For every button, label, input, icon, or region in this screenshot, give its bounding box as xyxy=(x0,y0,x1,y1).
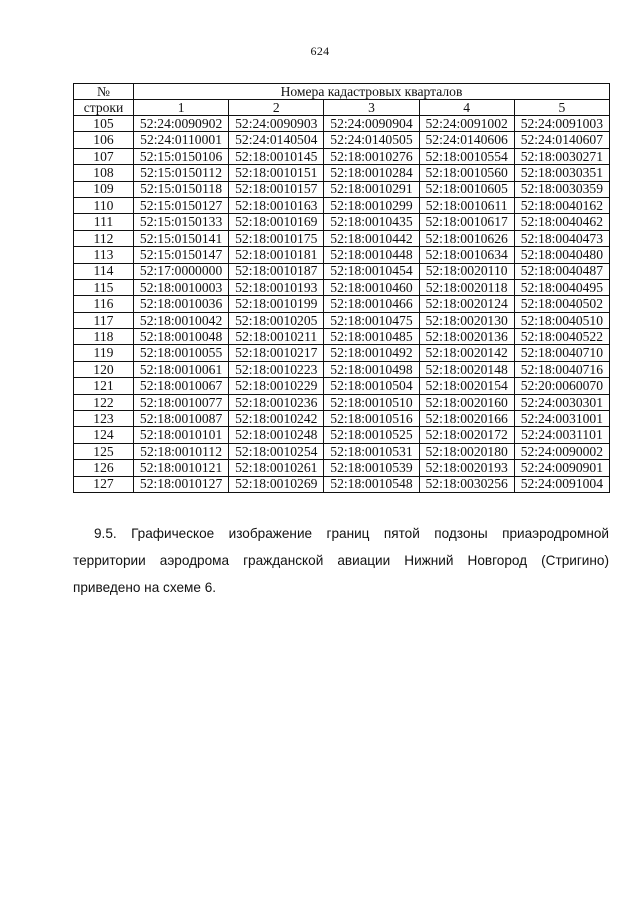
cadastral-number-cell: 52:18:0010626 xyxy=(419,230,514,246)
table-row xyxy=(74,197,610,213)
cadastral-number-cell: 52:24:0140606 xyxy=(419,132,514,148)
row-number-cell: 109 xyxy=(74,181,134,197)
cadastral-number-cell: 52:18:0010539 xyxy=(324,460,419,476)
cadastral-number-cell: 52:18:0010169 xyxy=(229,214,324,230)
row-number-cell: 106 xyxy=(74,132,134,148)
cadastral-number-cell: 52:18:0010223 xyxy=(229,361,324,377)
cadastral-number-cell: 52:18:0010187 xyxy=(229,263,324,279)
row-number-cell: 119 xyxy=(74,345,134,361)
cadastral-number-cell: 52:24:0091003 xyxy=(514,116,609,132)
cadastral-number-cell: 52:18:0010077 xyxy=(134,394,229,410)
cadastral-number-cell: 52:18:0010454 xyxy=(324,263,419,279)
cadastral-number-cell: 52:18:0010127 xyxy=(134,476,229,492)
table-body xyxy=(74,116,610,493)
cadastral-number-cell: 52:18:0010181 xyxy=(229,247,324,263)
cadastral-number-cell: 52:18:0010485 xyxy=(324,329,419,345)
cadastral-number-cell: 52:18:0020136 xyxy=(419,329,514,345)
cadastral-number-cell: 52:18:0040480 xyxy=(514,247,609,263)
cadastral-number-cell: 52:18:0030351 xyxy=(514,165,609,181)
row-number-cell: 112 xyxy=(74,230,134,246)
table-row xyxy=(74,411,610,427)
cadastral-number-cell: 52:24:0140504 xyxy=(229,132,324,148)
cadastral-number-cell: 52:18:0010145 xyxy=(229,148,324,164)
cadastral-number-cell: 52:18:0040473 xyxy=(514,230,609,246)
cadastral-number-cell: 52:18:0010442 xyxy=(324,230,419,246)
table-row xyxy=(74,312,610,328)
table-row xyxy=(74,181,610,197)
cadastral-number-cell: 52:15:0150133 xyxy=(134,214,229,230)
cadastral-number-cell: 52:18:0010067 xyxy=(134,378,229,394)
cadastral-number-cell: 52:15:0150147 xyxy=(134,247,229,263)
cadastral-number-cell: 52:18:0010036 xyxy=(134,296,229,312)
row-number-cell: 117 xyxy=(74,312,134,328)
cadastral-number-cell: 52:18:0010254 xyxy=(229,443,324,459)
row-number-cell: 121 xyxy=(74,378,134,394)
cadastral-number-cell: 52:18:0020172 xyxy=(419,427,514,443)
column-header: 1 xyxy=(134,100,229,116)
cadastral-number-cell: 52:15:0150112 xyxy=(134,165,229,181)
cadastral-number-cell: 52:18:0010087 xyxy=(134,411,229,427)
cadastral-number-cell: 52:24:0091004 xyxy=(514,476,609,492)
table-row xyxy=(74,345,610,361)
cadastral-number-cell: 52:18:0010061 xyxy=(134,361,229,377)
cadastral-number-cell: 52:15:0150118 xyxy=(134,181,229,197)
cadastral-number-cell: 52:18:0010634 xyxy=(419,247,514,263)
table-row xyxy=(74,394,610,410)
cadastral-number-cell: 52:18:0010003 xyxy=(134,279,229,295)
cadastral-number-cell: 52:18:0010048 xyxy=(134,329,229,345)
table-row xyxy=(74,247,610,263)
cadastral-number-cell: 52:18:0040162 xyxy=(514,197,609,213)
row-number-cell: 108 xyxy=(74,165,134,181)
table-row xyxy=(74,443,610,459)
table-row xyxy=(74,427,610,443)
cadastral-number-cell: 52:24:0110001 xyxy=(134,132,229,148)
cadastral-number-cell: 52:18:0010560 xyxy=(419,165,514,181)
cadastral-number-cell: 52:24:0090901 xyxy=(514,460,609,476)
cadastral-number-cell: 52:18:0010531 xyxy=(324,443,419,459)
cadastral-number-cell: 52:18:0010516 xyxy=(324,411,419,427)
cadastral-number-cell: 52:18:0030256 xyxy=(419,476,514,492)
cadastral-number-cell: 52:18:0010236 xyxy=(229,394,324,410)
cadastral-number-cell: 52:18:0010175 xyxy=(229,230,324,246)
table-row xyxy=(74,263,610,279)
cadastral-number-cell: 52:18:0020193 xyxy=(419,460,514,476)
cadastral-number-cell: 52:24:0140505 xyxy=(324,132,419,148)
table-row xyxy=(74,148,610,164)
cadastral-number-cell: 52:18:0010055 xyxy=(134,345,229,361)
cadastral-number-cell: 52:18:0020142 xyxy=(419,345,514,361)
cadastral-number-cell: 52:18:0010299 xyxy=(324,197,419,213)
cadastral-number-cell: 52:18:0040710 xyxy=(514,345,609,361)
cadastral-number-cell: 52:18:0010504 xyxy=(324,378,419,394)
row-number-cell: 114 xyxy=(74,263,134,279)
cadastral-number-cell: 52:24:0031101 xyxy=(514,427,609,443)
paragraph-line: территории аэродрома гражданской авиации Нижний Новгород (Стригино) xyxy=(73,553,609,568)
cadastral-number-cell: 52:18:0010498 xyxy=(324,361,419,377)
table-row xyxy=(74,132,610,148)
cadastral-number-cell: 52:18:0020124 xyxy=(419,296,514,312)
cadastral-number-cell: 52:15:0150127 xyxy=(134,197,229,213)
cadastral-number-cell: 52:18:0010291 xyxy=(324,181,419,197)
cadastral-number-cell: 52:18:0010121 xyxy=(134,460,229,476)
row-number-cell: 110 xyxy=(74,197,134,213)
cadastral-number-cell: 52:24:0091002 xyxy=(419,116,514,132)
column-header: 4 xyxy=(419,100,514,116)
page-number: 624 xyxy=(310,44,330,58)
row-number-cell: 127 xyxy=(74,476,134,492)
cadastral-number-cell: 52:18:0010101 xyxy=(134,427,229,443)
cadastral-quarters-table xyxy=(73,83,610,493)
cadastral-number-cell: 52:18:0030271 xyxy=(514,148,609,164)
cadastral-number-cell: 52:18:0010229 xyxy=(229,378,324,394)
cadastral-number-cell: 52:24:0090904 xyxy=(324,116,419,132)
row-number-cell: 118 xyxy=(74,329,134,345)
cadastral-number-cell: 52:18:0020118 xyxy=(419,279,514,295)
cadastral-number-cell: 52:18:0010163 xyxy=(229,197,324,213)
row-number-cell: 115 xyxy=(74,279,134,295)
cadastral-number-cell: 52:24:0090903 xyxy=(229,116,324,132)
row-number-cell: 120 xyxy=(74,361,134,377)
cadastral-number-cell: 52:18:0020110 xyxy=(419,263,514,279)
row-number-cell: 107 xyxy=(74,148,134,164)
table-header xyxy=(74,84,610,116)
row-number-cell: 125 xyxy=(74,443,134,459)
cadastral-number-cell: 52:18:0010211 xyxy=(229,329,324,345)
cadastral-number-cell: 52:24:0030301 xyxy=(514,394,609,410)
cadastral-number-cell: 52:18:0010554 xyxy=(419,148,514,164)
group-header: Номера кадастровых кварталов xyxy=(134,84,610,100)
row-number-cell: 123 xyxy=(74,411,134,427)
paragraph-line: приведено на схеме 6. xyxy=(73,580,217,595)
row-number-cell: 122 xyxy=(74,394,134,410)
table-row xyxy=(74,329,610,345)
cadastral-number-cell: 52:24:0031001 xyxy=(514,411,609,427)
cadastral-number-cell: 52:18:0020180 xyxy=(419,443,514,459)
cadastral-number-cell: 52:18:0010475 xyxy=(324,312,419,328)
table-row xyxy=(74,378,610,394)
cadastral-number-cell: 52:18:0010617 xyxy=(419,214,514,230)
cadastral-number-cell: 52:18:0010193 xyxy=(229,279,324,295)
paragraph-line: 9.5. Графическое изображение границ пятой подзоны приаэродромной xyxy=(94,526,609,541)
table-row xyxy=(74,296,610,312)
cadastral-number-cell: 52:18:0010042 xyxy=(134,312,229,328)
cadastral-number-cell: 52:18:0010269 xyxy=(229,476,324,492)
cadastral-number-cell: 52:18:0020160 xyxy=(419,394,514,410)
cadastral-number-cell: 52:24:0090002 xyxy=(514,443,609,459)
cadastral-number-cell: 52:18:0010548 xyxy=(324,476,419,492)
cadastral-number-cell: 52:18:0010460 xyxy=(324,279,419,295)
cadastral-number-cell: 52:24:0140607 xyxy=(514,132,609,148)
cadastral-number-cell: 52:18:0010112 xyxy=(134,443,229,459)
row-number-cell: 113 xyxy=(74,247,134,263)
column-header: 2 xyxy=(229,100,324,116)
table-row xyxy=(74,361,610,377)
cadastral-number-cell: 52:18:0010448 xyxy=(324,247,419,263)
cadastral-number-cell: 52:18:0010611 xyxy=(419,197,514,213)
cadastral-number-cell: 52:18:0040487 xyxy=(514,263,609,279)
cadastral-number-cell: 52:18:0020154 xyxy=(419,378,514,394)
cadastral-number-cell: 52:18:0010525 xyxy=(324,427,419,443)
cadastral-number-cell: 52:18:0010248 xyxy=(229,427,324,443)
cadastral-number-cell: 52:18:0010242 xyxy=(229,411,324,427)
row-number-cell: 126 xyxy=(74,460,134,476)
cadastral-number-cell: 52:18:0010284 xyxy=(324,165,419,181)
cadastral-number-cell: 52:18:0010492 xyxy=(324,345,419,361)
table-row xyxy=(74,279,610,295)
cadastral-number-cell: 52:18:0010217 xyxy=(229,345,324,361)
cadastral-number-cell: 52:18:0040522 xyxy=(514,329,609,345)
cadastral-number-cell: 52:18:0010199 xyxy=(229,296,324,312)
cadastral-number-cell: 52:18:0010276 xyxy=(324,148,419,164)
cadastral-number-cell: 52:18:0010466 xyxy=(324,296,419,312)
cadastral-number-cell: 52:18:0040502 xyxy=(514,296,609,312)
cadastral-number-cell: 52:20:0060070 xyxy=(514,378,609,394)
cadastral-number-cell: 52:18:0040510 xyxy=(514,312,609,328)
cadastral-number-cell: 52:18:0020130 xyxy=(419,312,514,328)
cadastral-number-cell: 52:18:0040495 xyxy=(514,279,609,295)
row-number-cell: 111 xyxy=(74,214,134,230)
row-number-cell: 105 xyxy=(74,116,134,132)
cadastral-number-cell: 52:18:0010261 xyxy=(229,460,324,476)
cadastral-number-cell: 52:18:0030359 xyxy=(514,181,609,197)
cadastral-number-cell: 52:15:0150106 xyxy=(134,148,229,164)
cadastral-number-cell: 52:18:0010157 xyxy=(229,181,324,197)
cadastral-number-cell: 52:18:0040462 xyxy=(514,214,609,230)
column-header: 5 xyxy=(514,100,609,116)
table-row xyxy=(74,476,610,492)
row-number-cell: 116 xyxy=(74,296,134,312)
table-row xyxy=(74,214,610,230)
cadastral-number-cell: 52:18:0010605 xyxy=(419,181,514,197)
row-number-header-top: № xyxy=(74,84,134,100)
table-row xyxy=(74,460,610,476)
row-number-header-bottom: строки xyxy=(74,100,134,116)
cadastral-number-cell: 52:18:0020166 xyxy=(419,411,514,427)
cadastral-number-cell: 52:18:0010151 xyxy=(229,165,324,181)
table-row xyxy=(74,165,610,181)
column-header: 3 xyxy=(324,100,419,116)
section-paragraph xyxy=(73,520,609,601)
cadastral-number-cell: 52:18:0010205 xyxy=(229,312,324,328)
cadastral-number-cell: 52:18:0010510 xyxy=(324,394,419,410)
cadastral-number-cell: 52:15:0150141 xyxy=(134,230,229,246)
cadastral-number-cell: 52:17:0000000 xyxy=(134,263,229,279)
cadastral-number-cell: 52:18:0020148 xyxy=(419,361,514,377)
cadastral-number-cell: 52:24:0090902 xyxy=(134,116,229,132)
cadastral-number-cell: 52:18:0040716 xyxy=(514,361,609,377)
table-row xyxy=(74,230,610,246)
row-number-cell: 124 xyxy=(74,427,134,443)
table-row xyxy=(74,116,610,132)
cadastral-number-cell: 52:18:0010435 xyxy=(324,214,419,230)
